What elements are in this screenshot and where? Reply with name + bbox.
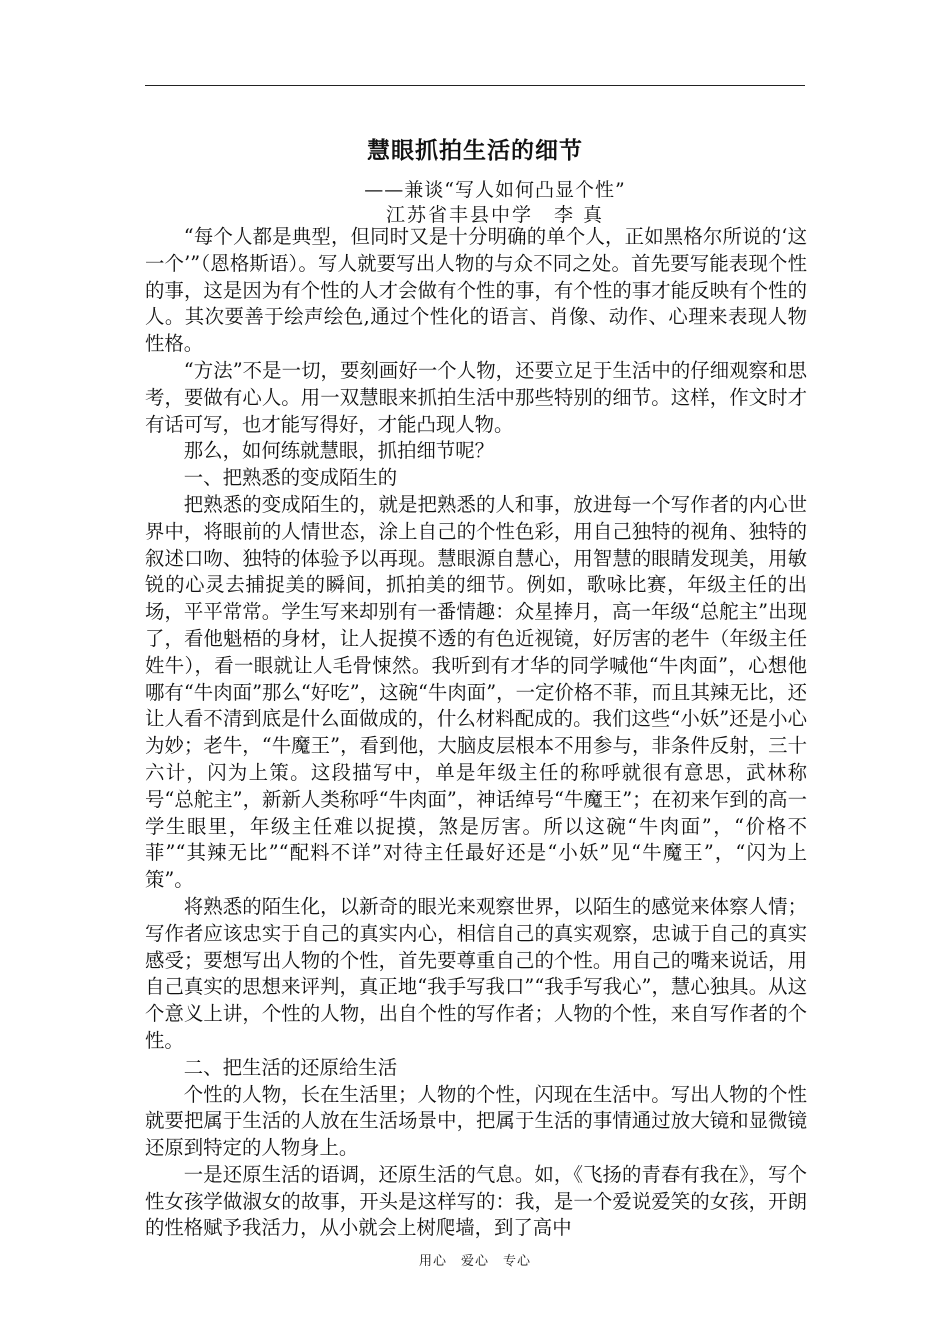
article-body <box>145 224 807 1242</box>
section-heading: 二、把生活的还原给生活 <box>183 1055 398 1079</box>
author-line: 江苏省丰县中学 李 真 <box>385 204 605 226</box>
paragraph: 将熟悉的陌生化，以新奇的眼光来观察世界，以陌生的感觉来体察人情；写作者应该忠实于自己的真实内心，相信自己的真实观察，忠诚于自己的真实感受；要想写出人物的个性，首先要尊重自己的个性。用自己的嘴来说话，用自己真实的思想来评判，真正地“我手写我口”“我手写我心”，慧心独具。从这个意义上讲，个性的人物，出自个性的写作者；人物的个性，来自写作者的个性。 <box>145 894 807 1052</box>
header-rule <box>145 85 805 86</box>
paragraph: “方法”不是一切，要刻画好一个人物，还要立足于生活中的仔细观察和思考，要做有心人。用一双慧眼来抓拍生活中那些特别的细节。这样，作文时才有话可写，也才能写得好，才能凸现人物。 <box>145 358 807 436</box>
paragraph: 把熟悉的变成陌生的，就是把熟悉的人和事，放进每一个写作者的内心世界中，将眼前的人情世态，涂上自己的个性色彩，用自己独特的视角、独特的叙述口吻、独特的体验予以再现。慧眼源自慧心，用智慧的眼睛发现美，用敏锐的心灵去捕捉美的瞬间，抓拍美的细节。例如，歌咏比赛，年级主任的出场，平平常常。学生写来却别有一番情趣：众星捧月，高一年级“总舵主”出现了，看他魁梧的身材，让人捉摸不透的有色近视镜，好厉害的老牛（年级主任姓牛），看一眼就让人毛骨悚然。我听到有才华的同学喊他“牛肉面”，心想他哪有“牛肉面”那么“好吃”，这碗“牛肉面”，一定价格不菲，而且其辣无比，还让人看不清到底是什么面做成的，什么材料配成的。我们这些“小妖”还是小心为妙；老牛，“牛魔王”，看到他，大脑皮层根本不用参与，非条件反射，三十六计，闪为上策。这段描写中，单是年级主任的称呼就很有意思，武林称号“总舵主”，新新人类称呼“牛肉面”，神话绰号“牛魔王”；在初来乍到的高一学生眼里，年级主任难以捉摸，煞是厉害。所以这碗“牛肉面”，“价格不菲”“其辣无比”“配料不详”对待主任最好还是“小妖”见“牛魔王”，“闪为上策”。 <box>145 492 807 892</box>
paragraph: 个性的人物，长在生活里；人物的个性，闪现在生活中。写出人物的个性就要把属于生活的人放在生活场景中，把属于生活的事情通过放大镜和显微镜还原到特定的人物身上。 <box>145 1082 807 1160</box>
page-title: 慧眼抓拍生活的细节 <box>367 137 583 164</box>
paragraph: 那么，如何练就慧眼，抓拍细节呢？ <box>183 439 495 463</box>
paragraph: 一是还原生活的语调，还原生活的气息。如，《飞扬的青春有我在》，写个性女孩学做淑女的故事，开头是这样写的：我，是一个爱说爱笑的女孩，开朗的性格赋予我活力，从小就会上树爬墙，到了高中 <box>145 1162 807 1240</box>
page-footer: 用心 爱心 专心 <box>418 1254 531 1269</box>
paragraph: “每个人都是典型，但同时又是十分明确的单个人，正如黑格尔所说的‘这一个’”（恩格斯语）。写人就要写出人物的与众不同之处。首先要写能表现个性的事，这是因为有个性的人才会做有个性的事，有个性的事才能反映有个性的人。其次要善于绘声绘色,通过个性化的语言、肖像、动作、心理来表现人物性格。 <box>145 225 807 356</box>
page-subtitle: ——兼谈“写人如何凸显个性” <box>364 179 626 201</box>
section-heading: 一、把熟悉的变成陌生的 <box>183 466 398 490</box>
